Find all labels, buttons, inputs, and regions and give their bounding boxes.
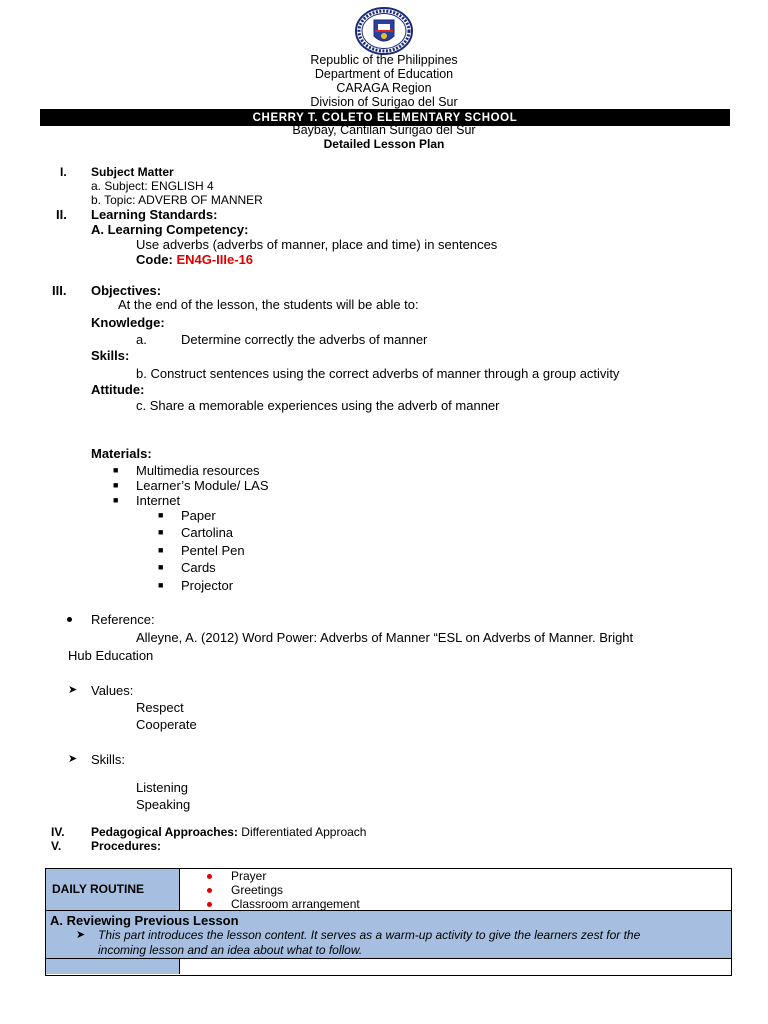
- section-3-number: III.: [52, 283, 67, 298]
- section-2-number: II.: [56, 207, 67, 222]
- daily-routine-items-cell: [180, 869, 731, 911]
- material-subitem: Paper: [181, 508, 216, 523]
- document-title: Detailed Lesson Plan: [323, 137, 445, 151]
- bullet-square-icon: ■: [158, 510, 164, 520]
- arrow-bullet-icon: ➤: [76, 929, 86, 941]
- red-bullet-icon: [207, 888, 212, 893]
- header-division: Division of Surigao del Sur: [310, 95, 458, 109]
- reference-line-1: Alleyne, A. (2012) Word Power: Adverbs of Manner “ESL on Adverbs of Manner. Bright: [136, 630, 634, 645]
- material-subitem: Cards: [181, 560, 216, 575]
- empty-row-label-cell: [46, 959, 180, 974]
- objectives-intro: At the end of the lesson, the students will be able to:: [118, 297, 419, 312]
- header-department: Department of Education: [314, 67, 454, 81]
- bullet-square-icon: ■: [158, 580, 164, 590]
- routine-item: Greetings: [231, 883, 284, 897]
- bullet-square-icon: ■: [113, 480, 119, 490]
- review-text-2: incoming lesson and an idea about what to follow.: [98, 943, 363, 957]
- section-2-title: Learning Standards:: [91, 207, 218, 222]
- review-text-1: This part introduces the lesson content. It serves as a warm-up activity to give the learners zest for the: [98, 928, 641, 942]
- routine-item: Classroom arrangement: [231, 897, 360, 911]
- bullet-square-icon: ■: [113, 465, 119, 475]
- attitude-label: Attitude:: [91, 382, 145, 397]
- knowledge-letter: a.: [136, 332, 147, 347]
- material-item: Internet: [136, 493, 181, 508]
- red-bullet-icon: [207, 902, 212, 907]
- red-bullet-icon: [207, 874, 212, 879]
- section-5-number: V.: [51, 839, 62, 853]
- bullet-square-icon: ■: [158, 562, 164, 572]
- competency-title: A. Learning Competency:: [91, 222, 249, 237]
- section-3-title: Objectives:: [91, 283, 162, 298]
- knowledge-label: Knowledge:: [91, 315, 165, 330]
- arrow-bullet-icon: ➤: [68, 753, 78, 765]
- topic-line: b. Topic: ADVERB OF MANNER: [91, 193, 263, 207]
- competency-text: Use adverbs (adverbs of manner, place and time) in sentences: [136, 237, 498, 252]
- school-address: Baybay, Cantilan Surigao del Sur: [292, 123, 476, 137]
- material-subitem: Pentel Pen: [181, 543, 245, 558]
- reference-line-2: Hub Education: [68, 648, 154, 663]
- pedagogical-text: Differentiated Approach: [237, 825, 367, 839]
- header-region: CARAGA Region: [336, 81, 432, 95]
- value-item: Respect: [136, 700, 184, 715]
- bullet-dot-icon: [67, 617, 72, 622]
- bullet-square-icon: ■: [158, 527, 164, 537]
- pedagogical-title: Pedagogical Approaches:: [91, 825, 238, 839]
- skills-label: Skills:: [91, 752, 125, 767]
- code-value: EN4G-IIIe-16: [176, 252, 254, 267]
- section-4-number: IV.: [51, 825, 65, 839]
- section-5-title: Procedures:: [91, 839, 162, 853]
- material-subitem: Cartolina: [181, 525, 234, 540]
- skill-item: Speaking: [136, 797, 191, 812]
- empty-row-content-cell: [180, 959, 731, 974]
- daily-routine-label: DAILY ROUTINE: [52, 882, 145, 896]
- bullet-square-icon: ■: [158, 545, 164, 555]
- pedagogical-line: [91, 825, 366, 839]
- competency-code: [136, 252, 253, 267]
- value-item: Cooperate: [136, 717, 197, 732]
- material-item: Learner’s Module/ LAS: [136, 478, 269, 493]
- subject-line: a. Subject: ENGLISH 4: [91, 179, 214, 193]
- bullet-square-icon: ■: [113, 495, 119, 505]
- review-cell: [46, 911, 731, 959]
- reference-label: Reference:: [91, 612, 155, 627]
- material-subitem: Projector: [181, 578, 234, 593]
- routine-item: Prayer: [231, 869, 267, 883]
- school-name-bar: CHERRY T. COLETO ELEMENTARY SCHOOL: [40, 109, 730, 125]
- procedures-table: [45, 868, 732, 976]
- daily-routine-label-cell: [46, 869, 180, 911]
- arrow-bullet-icon: ➤: [68, 684, 78, 696]
- section-1-title: Subject Matter: [91, 165, 174, 179]
- attitude-text: c. Share a memorable experiences using the adverb of manner: [136, 398, 500, 413]
- material-item: Multimedia resources: [136, 463, 260, 478]
- skills-objective-label: Skills:: [91, 348, 130, 363]
- code-label: Code:: [136, 252, 177, 267]
- skills-objective-text: b. Construct sentences using the correct adverbs of manner through a group activity: [136, 366, 620, 381]
- values-label: Values:: [91, 683, 134, 698]
- review-title: A. Reviewing Previous Lesson: [50, 913, 239, 928]
- materials-title: Materials:: [91, 446, 152, 461]
- skill-item: Listening: [136, 780, 189, 795]
- deped-seal: [353, 6, 415, 56]
- section-1-number: I.: [60, 165, 67, 179]
- knowledge-text: Determine correctly the adverbs of manner: [181, 332, 428, 347]
- header-republic: Republic of the Philippines: [310, 53, 458, 67]
